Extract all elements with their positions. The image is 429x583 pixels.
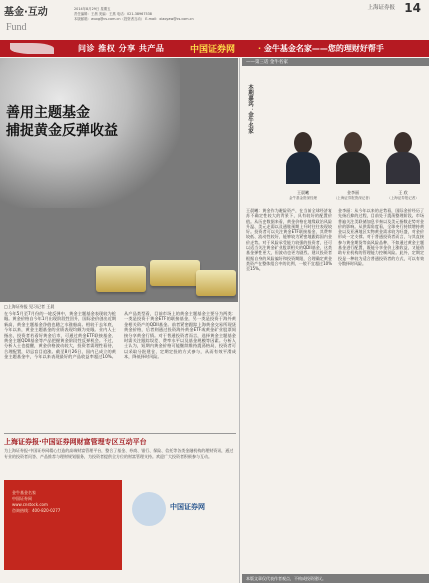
header-email: 本版邮箱：wuxg@cs.com.cn（投资者互动） E-mail：xiaoyaw@cs.com.cn xyxy=(74,17,194,21)
page-number: 14 xyxy=(404,1,421,15)
guest-head xyxy=(294,132,312,154)
ad-panel-line: www.cnstock.com xyxy=(12,502,48,507)
guest-body xyxy=(336,152,370,184)
guest-title: （上海证券报资深记者） xyxy=(333,196,373,200)
page-header xyxy=(0,0,429,40)
ad-panel-line: 咨询热线：400-820-0277 xyxy=(12,508,61,513)
ad-panel-text xyxy=(12,490,60,514)
interview-text-left: 王晨曦：黄金作为避险资产，在当前全球经济复苏不确定性较大的背景下，具有较好的配置价值。从历史数据来看，黄金价格在地缘政治风险升温、美元走弱以及通胀预期上升时往往表现较好。投资者可以关注黄金ETF联接基金，其费率较低、流动性较好，能够较为紧密地跟踪国内金价走势。对于风险承受能力较强的投资者，还可以适当关注黄金矿业股票相关的QDII基金，这类基金弹性更大，但波动也更为剧烈。建议投资者根据自身的风险偏好和投资期限，合理确定黄金类资产在整体组合中的比例，一般不宜超过10%至15%。 xyxy=(246,208,332,272)
gold-ingot-icon xyxy=(196,270,236,296)
interview-label: 本期嘉宾：金牛名家 xyxy=(247,84,253,134)
story-headline-line1: 善用主题基金 xyxy=(6,105,90,121)
globe-icon xyxy=(132,492,166,526)
header-date: 2014年8月29日 星期五 xyxy=(74,7,111,11)
column-divider xyxy=(239,58,240,583)
banner-site-name: 中国证券网 xyxy=(190,45,236,55)
story-illustration xyxy=(0,58,238,302)
guest-portrait xyxy=(382,128,424,184)
guest-name: 金李丽 xyxy=(347,190,359,195)
header-editor: 责任编辑：王晨 美编：王燕 电话：021-38967538 xyxy=(74,12,152,16)
ad-logo-text: 中国证券网 xyxy=(170,503,205,511)
guest-portrait xyxy=(282,128,324,184)
guest-title: 金牛基金资深经理 xyxy=(289,196,317,200)
banner-column-title: 金牛基金名家 xyxy=(263,44,312,53)
ad-red-panel xyxy=(4,480,122,570)
guest-head xyxy=(394,132,412,154)
guest-title: （上海证券报记者） xyxy=(387,196,419,200)
ad-text: 为上海证券报·中国证券网精心打造的高端财富管理平台，整合了基金、券商、银行、保险、信托等各类金融机构的理财资讯，通过专业的投资者问答、产品推荐与理财规划服务，为投资者提供全方位的财富管理支持。欢迎广大投资者积极参与互动。 xyxy=(4,448,234,459)
banner-tagline: ——您的理财好帮手 xyxy=(311,44,384,53)
interview-column xyxy=(242,58,429,583)
gold-ingot-icon xyxy=(150,260,200,286)
banner-wing-icon xyxy=(10,43,54,54)
banner-dot: · xyxy=(258,44,262,53)
story-byline: □上海证券报 见习记者 王晨 xyxy=(4,304,55,309)
interview-header-text: ——第三话 金牛名家 xyxy=(246,60,288,65)
interview-header xyxy=(242,58,429,66)
banner-slogan: 问诊 推权 分享 共产品 xyxy=(78,44,165,53)
footer-text: 本版文章仅代表作者观点，不构成投资建议。 xyxy=(246,576,326,581)
story-headline-line2: 捕捉黄金反弹收益 xyxy=(6,123,118,139)
guest-head xyxy=(344,132,362,154)
story-body: 在今年5月至7月份的一轮反弹中，黄金主题基金表现较为抢眼。黄金价格自今年1月出现阶段性回升，国际金价创出近期新高，黄金主题基金净值也随之水涨船高。相较于去年底，今年以来，黄金主题基金的业绩表现均颇为亮眼。业内人士指出，投资者若看好黄金后市，可通过黄金ETF联接基金、黄金主题QDII基金等产品把握黄金阶段性反弹机会。不过，分析人士也提醒，黄金价格波动较大，投资者需理性看待，合理配置，切忌盲目追涨。截至8月26日，国内已成立的黄金主题基金中，今年以来表现最好的产品收益率超过10%。从产品类型看，目前市场上的黄金主题基金主要分为两类：一类是投资于黄金ETF的联接基金，另一类是投资于海外黄金相关资产的QDII基金。前者紧密跟踪上海黄金交易所现货黄金价格，后者则通过投资海外黄金ETF或黄金矿业股票间接分享黄金行情。对于普通投资者而言，选择黄金主题基金时需关注跟踪误差、费率水平以及基金规模等因素。分析人士认为，短期内黄金价格可能继续维持震荡格局，投资者可以采取分批建仓、定期定投的方式参与，从而有效平滑成本，降低择时风险。 xyxy=(4,311,236,360)
ad-logo xyxy=(128,488,236,530)
interview-footer xyxy=(242,574,429,583)
ad-title: 上海证券报·中国证券网财富管理专区互动平台 xyxy=(4,438,147,446)
ad-block xyxy=(4,433,236,583)
ad-panel-line: 金牛基金名家 xyxy=(12,490,36,495)
guest-body xyxy=(386,152,420,184)
guest-portrait xyxy=(332,128,374,184)
banner-column-name xyxy=(258,43,384,54)
section-subtitle: Fund xyxy=(6,22,27,33)
paper-name: 上海证券报 xyxy=(367,5,395,11)
promo-banner xyxy=(0,40,429,57)
guest-body xyxy=(286,152,320,184)
ad-panel-line: 中国证券网 xyxy=(12,496,32,501)
guest-name: 王 欣 xyxy=(398,190,408,195)
interview-text-right: 金李丽：从今年以来的走势看，国际金价经历了先扬后抑的过程，目前处于震荡整理阶段。市场普遍关注美联储加息节奏以及美元指数走势对金价的影响。从供需角度看，全球央行持续增持黄金以及亚洲地区实物黄金需求较为旺盛，对金价形成一定支撑。对于普通投资者而言，与其直接参与黄金期货等高风险品种，不如通过黄金主题基金进行配置，既能分享金价上涨收益，又能借助专业机构的管理能力控制风险。此外，定期定投是一种较为适合普通投资者的方式，可以有效分散择时风险。 xyxy=(338,208,424,266)
gold-ingot-icon xyxy=(96,266,146,292)
guest-name: 王晨曦 xyxy=(297,190,309,195)
section-title: 基金·互动 xyxy=(4,7,48,18)
